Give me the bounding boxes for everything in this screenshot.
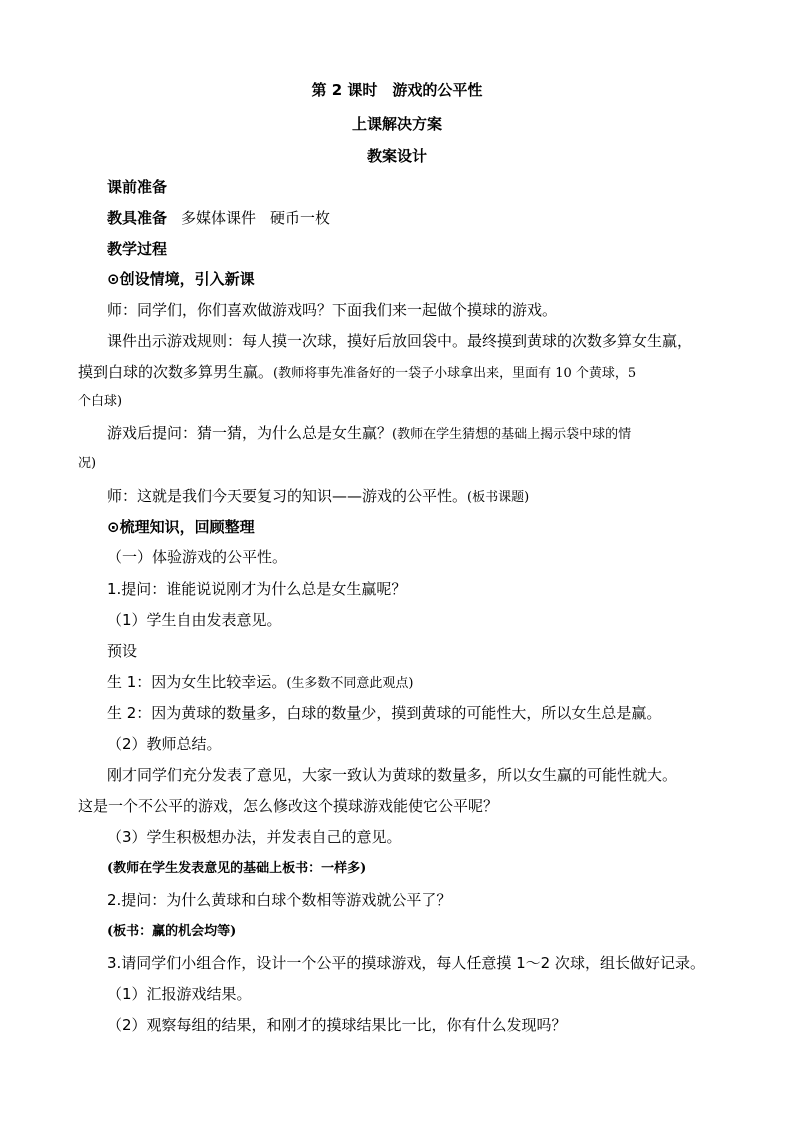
section-heading: ⊙梳理知识，回顾整理 (107, 518, 255, 536)
process-heading: 教学过程 (107, 240, 168, 258)
paragraph: （2）观察每组的结果，和刚才的摸球结果比一比，你有什么发现吗？ (107, 1016, 567, 1034)
paragraph: 3.请同学们小组合作，设计一个公平的摸球游戏，每人任意摸 1～2 次球，组长做好记录。 (107, 954, 705, 972)
tools-item: 多媒体课件 (181, 209, 257, 227)
paragraph: （3）学生积极想办法，并发表自己的意见。 (107, 828, 402, 846)
paragraph-text: 生 1：因为女生比较幸运。 (107, 673, 287, 691)
paragraph: 预设 (107, 642, 138, 660)
prep-heading: 课前准备 (107, 178, 168, 196)
paragraph: （1）学生自由发表意见。 (107, 611, 282, 629)
paragraph (107, 671, 747, 695)
tools-item: 硬币一枚 (270, 209, 331, 227)
teacher-note: (教师将事先准备好的一袋子小球拿出来，里面有 10 个黄球，5 (273, 366, 637, 381)
lesson-title: 第 2 课时 游戏的公平性 (311, 81, 483, 99)
teacher-note: (教师在学生猜想的基础上揭示袋中球的情 (392, 427, 632, 442)
paragraph: 刚才同学们充分发表了意见，大家一致认为黄球的数量多，所以女生赢的可能性就大。 (107, 766, 678, 784)
paragraph (107, 422, 747, 446)
paragraph-text: 摸到白球的次数多算男生赢。 (78, 363, 274, 381)
paragraph: 生 2：因为黄球的数量多，白球的数量少，摸到黄球的可能性大，所以女生总是赢。 (107, 704, 662, 722)
paragraph: （一）体验游戏的公平性。 (107, 548, 288, 566)
teacher-note: (板书：赢的机会均等) (107, 924, 237, 939)
paragraph: 课件出示游戏规则：每人摸一次球，摸好后放回袋中。最终摸到黄球的次数多算女生赢， (107, 332, 693, 350)
paragraph (78, 361, 718, 385)
paragraph: 2.提问：为什么黄球和白球个数相等游戏就公平了？ (107, 891, 452, 909)
tools-line (107, 207, 747, 229)
subtitle-design: 教案设计 (366, 147, 427, 165)
paragraph: 这是一个不公平的游戏，怎么修改这个摸球游戏能使它公平呢？ (78, 797, 499, 815)
paragraph-text: 游戏后提问：猜一猜，为什么总是女生赢？ (107, 424, 393, 442)
teacher-note: (生多数不同意此观点) (286, 676, 414, 691)
subtitle-plan: 上课解决方案 (351, 115, 442, 133)
section-heading: ⊙创设情境，引入新课 (107, 270, 255, 288)
teacher-note: (教师在学生发表意见的基础上板书：一样多) (107, 861, 367, 876)
paragraph (107, 485, 747, 509)
paragraph: （2）教师总结。 (107, 735, 222, 753)
tools-label: 教具准备 (107, 209, 168, 227)
teacher-note: 况) (78, 456, 97, 471)
paragraph-text: 师：这就是我们今天要复习的知识——游戏的公平性。 (107, 487, 468, 505)
teacher-note: 个白球) (78, 394, 123, 409)
paragraph: （1）汇报游戏结果。 (107, 985, 252, 1003)
paragraph: 1.提问：谁能说说刚才为什么总是女生赢呢？ (107, 580, 407, 598)
paragraph: 师：同学们，你们喜欢做游戏吗？下面我们来一起做个摸球的游戏。 (107, 301, 558, 319)
teacher-note: (板书课题) (467, 490, 530, 505)
